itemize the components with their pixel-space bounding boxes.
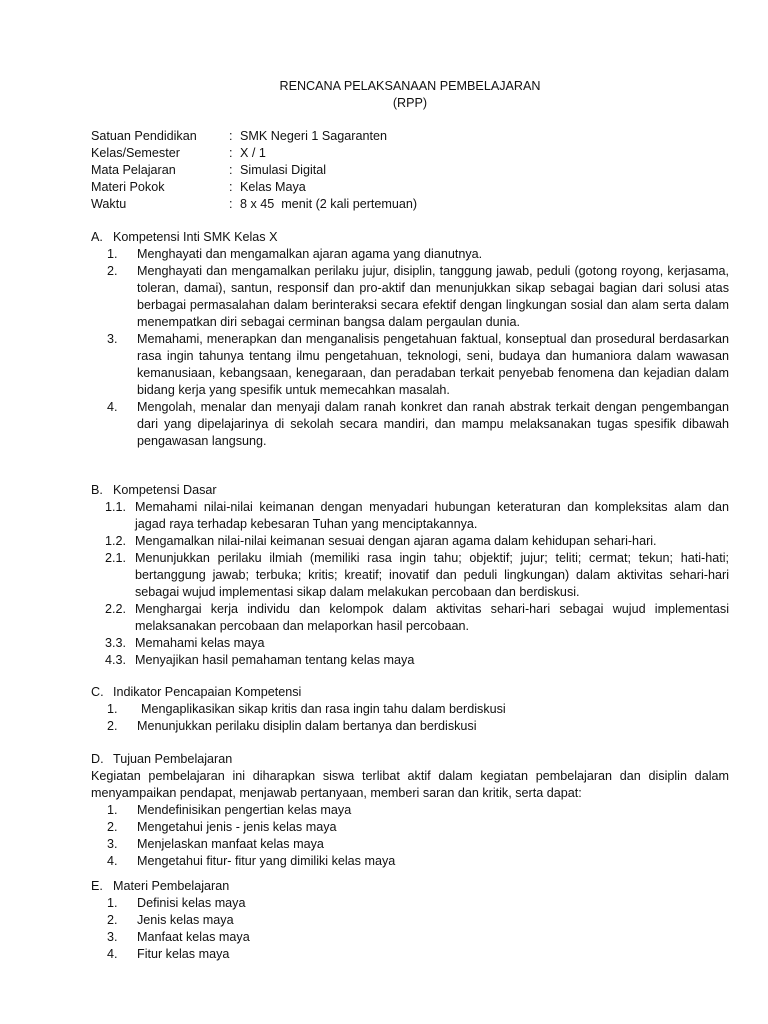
identity-value: X / 1: [240, 146, 266, 160]
list-item: 2. Jenis kelas maya: [107, 913, 234, 927]
identity-row: Mata Pelajaran : Simulasi Digital: [91, 163, 327, 177]
list-item: 1. Menghayati dan mengamalkan ajaran agama yang dianutnya.: [107, 247, 483, 261]
list-item: 1. Mengaplikasikan sikap kritis dan rasa ingin tahu dalam berdiskusi: [107, 702, 506, 716]
list-item: 3. Menjelaskan manfaat kelas maya: [107, 837, 324, 851]
list-item: 1. Mendefinisikan pengertian kelas maya: [107, 803, 352, 817]
identity-label: Kelas/Semester: [91, 146, 180, 160]
identity-value: 8 x 45 menit (2 kali pertemuan): [240, 197, 418, 211]
identity-block: [91, 128, 417, 213]
list-item: 1.2. Mengamalkan nilai-nilai keimanan sesuai dengan ajaran agama dalam kehidupan sehari-hari.: [105, 534, 657, 548]
section-kompetensi-inti: [91, 229, 729, 450]
identity-row: Kelas/Semester : X / 1: [91, 146, 266, 160]
list-item: 3.3. Memahami kelas maya: [105, 636, 265, 650]
section-kompetensi-dasar: [91, 482, 729, 669]
list-item: 1.1. Memahami nilai-nilai keimanan dengan menyadari hubungan keteraturan dan kompleksitas alam dan jagad raya terhadap kebesaran Tuhan yang menciptakannya.: [105, 500, 729, 531]
identity-value: Simulasi Digital: [240, 163, 327, 177]
list-item: 1. Definisi kelas maya: [107, 896, 246, 910]
identity-row: Waktu : 8 x 45 menit (2 kali pertemuan): [91, 197, 418, 211]
identity-value: Kelas Maya: [240, 180, 306, 194]
list-item: 4. Fitur kelas maya: [107, 947, 230, 961]
identity-label: Materi Pokok: [91, 180, 165, 194]
identity-label: Waktu: [91, 197, 127, 211]
list-item: 3. Manfaat kelas maya: [107, 930, 250, 944]
list-item: 4. Mengolah, menalar dan menyaji dalam ranah konkret dan ranah abstrak terkait dengan pengembangan dari yang dipelajarinya di sekolah secara mandiri, dan mampu melaksanakan tugas spesifik dibawah pengawasan langsung.: [107, 400, 729, 448]
list-item: 2. Menghayati dan mengamalkan perilaku jujur, disiplin, tanggung jawab, peduli (gotong royong, kerjasama, toleran, damai), santun, responsif dan pro-aktif dan menunjukkan sikap sebagai bagian dari solusi atas berbagai permasalahan dalam berinteraksi secara efektif dengan lingkungan sosial dan alam serta dalam menempatkan diri sebagai cerminan bangsa dalam pergaulan dunia.: [107, 264, 729, 329]
section-indikator: [91, 684, 729, 735]
list-item: 2.2. Menghargai kerja individu dan kelompok dalam aktivitas sehari-hari sebagai wujud implementasi melaksanakan percobaan dan melaporkan hasil percobaan.: [105, 602, 729, 633]
identity-row: Materi Pokok : Kelas Maya: [91, 180, 306, 194]
list-item: 2. Menunjukkan perilaku disiplin dalam bertanya dan berdiskusi: [107, 719, 477, 733]
document-title: RENCANA PELAKSANAAN PEMBELAJARAN: [279, 79, 541, 93]
section-heading: E. Materi Pembelajaran: [91, 879, 230, 893]
section-heading: A. Kompetensi Inti SMK Kelas X: [91, 230, 278, 244]
section-tujuan: [91, 751, 729, 870]
document-subtitle: (RPP): [392, 96, 428, 110]
identity-label: Satuan Pendidikan: [91, 129, 197, 143]
identity-label: Mata Pelajaran: [91, 163, 176, 177]
section-heading: B. Kompetensi Dasar: [91, 483, 217, 497]
list-item: 4. Mengetahui fitur- fitur yang dimiliki kelas maya: [107, 854, 396, 868]
identity-row: Satuan Pendidikan : SMK Negeri 1 Sagaranten: [91, 129, 388, 143]
identity-value: SMK Negeri 1 Sagaranten: [240, 129, 388, 143]
list-item: 3. Memahami, menerapkan dan menganalisis pengetahuan faktual, konseptual dan prosedural berdasarkan rasa ingin tahunya tentang ilmu pengetahuan, teknologi, seni, budaya dan humaniora dalam wawasan kemanusiaan, kebangsaan, kenegaraan, dan peradaban terkait penyebab fenomena dan kejadian dalam bidang kerja yang spesifik untuk memecahkan masalah.: [107, 332, 729, 397]
list-item: 4.3. Menyajikan hasil pemahaman tentang kelas maya: [105, 653, 415, 667]
section-materi: [91, 878, 729, 963]
list-item: 2.1. Menunjukkan perilaku ilmiah (memiliki rasa ingin tahu; objektif; jujur; teliti; cermat; tekun; hati-hati; bertanggung jawab; terbuka; kritis; kreatif; inovatif dan peduli lingkungan) dalam aktivitas sehari-hari sebagai wujud implementasi sikap dalam melakukan percobaan dan berdiskusi.: [105, 551, 729, 599]
list-item: 2. Mengetahui jenis - jenis kelas maya: [107, 820, 337, 834]
section-intro: Kegiatan pembelajaran ini diharapkan siswa terlibat aktif dalam kegiatan pembelajaran dan disiplin dalam menyampaikan pendapat, menjawab pertanyaan, memberi saran dan kritik, serta dapat:: [91, 769, 729, 800]
section-heading: D. Tujuan Pembelajaran: [91, 752, 233, 766]
section-heading: C. Indikator Pencapaian Kompetensi: [91, 685, 302, 699]
